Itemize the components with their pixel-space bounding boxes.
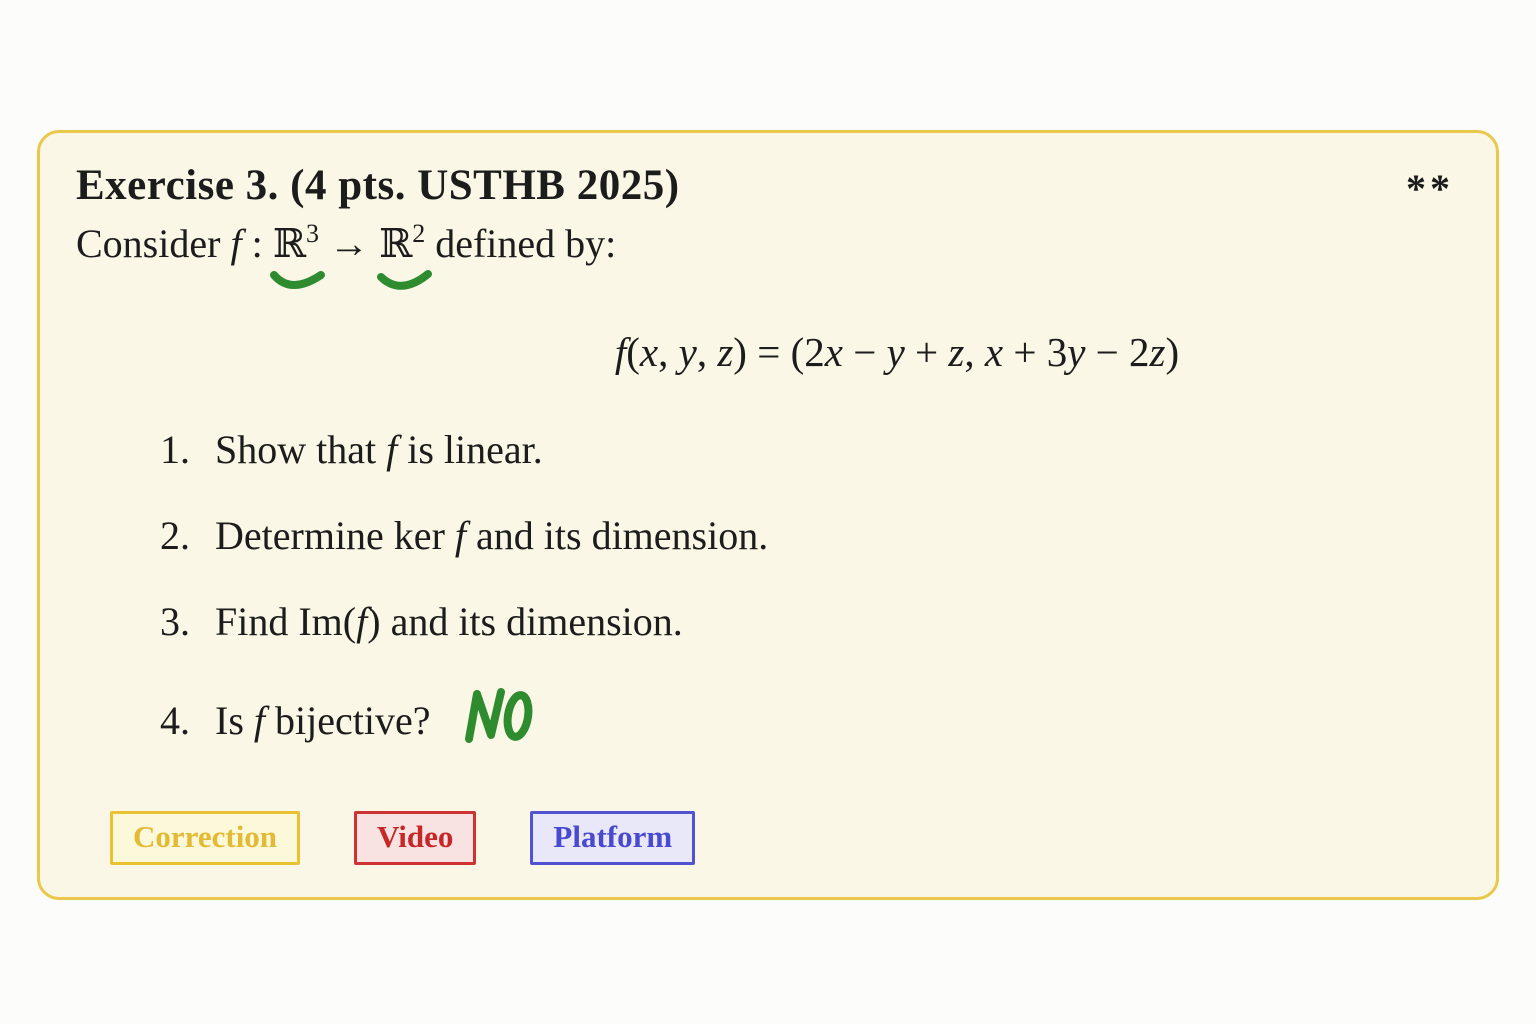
domain-set [272,219,319,267]
green-underline-icon [375,270,433,296]
formula-var: y [1067,329,1086,375]
intro-text-end: defined by: [425,221,617,266]
item-text [215,600,683,644]
list-item-4 [76,686,1460,755]
item-text-post: and its dimension. [466,513,769,558]
handwritten-no-annotation [460,686,534,755]
list-item-3 [76,600,1460,644]
item-text-post: is linear. [397,427,543,472]
item-text-pre: Find Im( [215,599,357,644]
function-symbol: f [386,427,398,472]
arrow-symbol: → [318,221,379,266]
formula-var: z [717,329,734,375]
function-symbol: f [253,698,266,743]
item-number: 3. [160,599,190,644]
question-list [76,428,1460,755]
formula-var: y [886,329,905,375]
item-text-pre: Determine ker [215,513,455,558]
formula-var: z [948,329,965,375]
function-symbol: f [454,513,467,558]
formula-sep: , [658,329,679,375]
green-underline-icon [269,270,327,296]
codomain-exponent: 2 [412,219,426,248]
formula-coeff: 3 [1046,329,1068,375]
formula-op: − [1085,329,1130,375]
formula-coeff: 2 [1129,329,1150,375]
formula-var: x [639,329,659,375]
platform-button[interactable]: Platform [530,811,695,865]
intro-text: Consider [76,221,231,266]
formula-sep: , [964,329,985,375]
formula-equals: ) = ( [733,329,805,375]
intro-line [76,219,1460,267]
correction-button[interactable]: Correction [110,811,300,865]
codomain-set [378,219,426,267]
item-text-pre: Is [215,698,254,743]
function-symbol: f [356,599,368,644]
list-item-2 [76,514,1460,558]
function-formula [205,328,1536,376]
formula-op: − [842,329,887,375]
reals-symbol: ℝ [272,221,306,267]
item-text-post: ) and its dimension. [367,599,683,644]
item-number: 2. [160,513,190,558]
formula-sep: , [696,329,718,375]
item-text-post: bijective? [265,698,431,743]
formula-f: f [614,329,627,375]
formula-var: y [678,329,697,375]
item-text [215,428,543,472]
formula-coeff: 2 [804,329,825,375]
list-item-1 [76,428,1460,472]
item-number: 1. [160,427,190,472]
formula-op: + [1003,329,1047,375]
item-text [215,686,534,755]
formula-var: x [984,329,1004,375]
reals-symbol: ℝ [378,221,413,267]
video-button[interactable]: Video [354,811,476,865]
domain-exponent: 3 [305,219,319,248]
item-number: 4. [160,698,190,743]
exercise-title: Exercise 3. (4 pts. USTHB 2025) [76,162,680,209]
exercise-card [37,130,1499,900]
card-header [76,163,1460,212]
action-buttons [110,811,695,865]
difficulty-stars: ** [1406,166,1454,211]
item-text-pre: Show that [215,427,387,472]
handwritten-no-icon [460,686,534,746]
colon: : [241,221,273,266]
function-symbol: f [230,221,242,266]
item-text [215,514,768,558]
formula-var: z [1149,329,1166,375]
formula-op: + [904,329,949,375]
formula-paren: ( [626,329,640,375]
formula-var: x [824,329,843,375]
formula-paren: ) [1165,329,1180,375]
